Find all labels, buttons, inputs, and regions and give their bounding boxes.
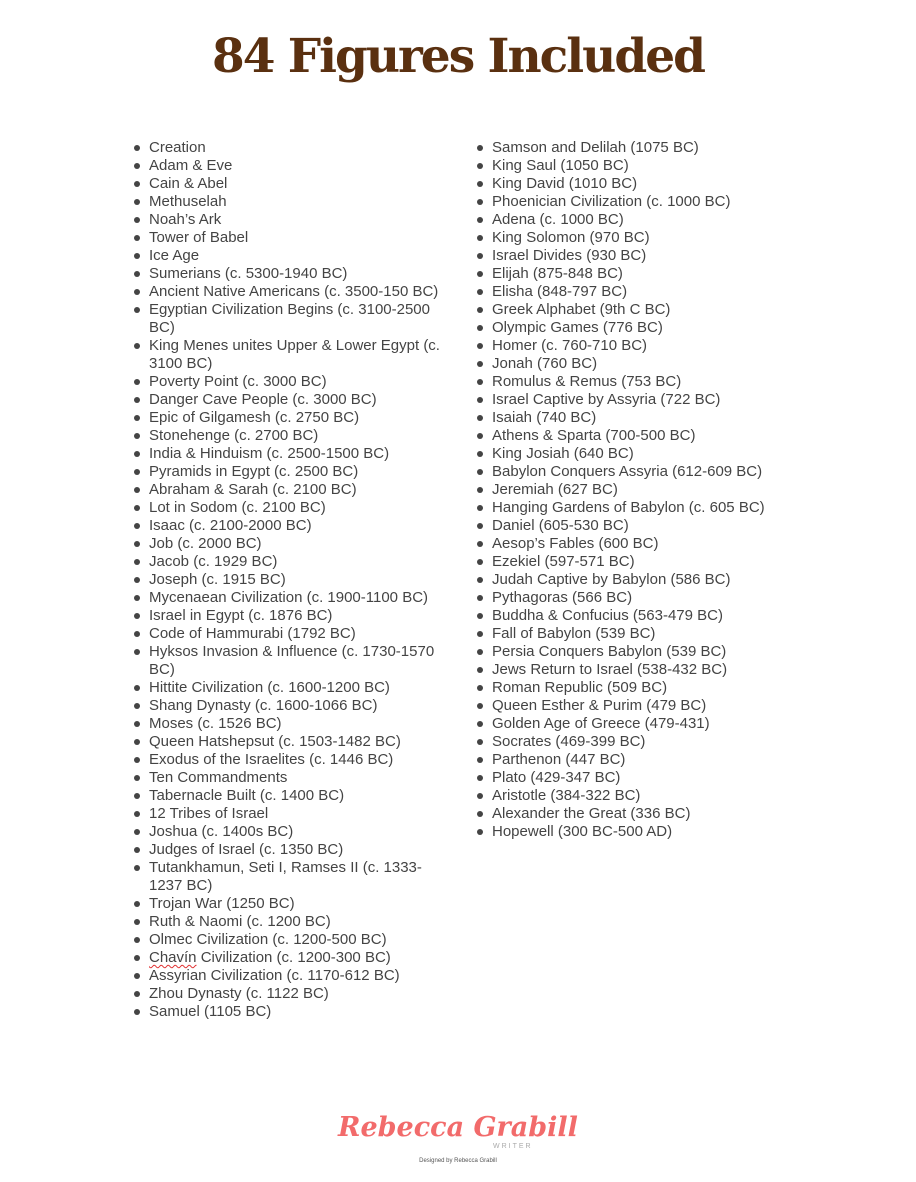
- list-item: King Solomon (970 BC): [475, 229, 775, 247]
- spellcheck-word: Chavín: [149, 949, 197, 966]
- list-item: Tabernacle Built (c. 1400 BC): [132, 787, 442, 805]
- list-item: Isaac (c. 2100-2000 BC): [132, 517, 442, 535]
- list-item: India & Hinduism (c. 2500-1500 BC): [132, 445, 442, 463]
- page-title: 84 Figures Included: [212, 29, 704, 84]
- list-item: Zhou Dynasty (c. 1122 BC): [132, 985, 442, 1003]
- list-item: Tutankhamun, Seti I, Ramses II (c. 1333-1237 BC): [132, 859, 442, 895]
- list-item: Elijah (875-848 BC): [475, 265, 775, 283]
- list-item: Adena (c. 1000 BC): [475, 211, 775, 229]
- logo-name: Rebecca Grabill: [338, 1112, 578, 1143]
- list-item: Ezekiel (597-571 BC): [475, 553, 775, 571]
- list-item: Romulus & Remus (753 BC): [475, 373, 775, 391]
- list-item: Shang Dynasty (c. 1600-1066 BC): [132, 697, 442, 715]
- list-item: Hyksos Invasion & Influence (c. 1730-1570 BC): [132, 643, 442, 679]
- list-item: Samson and Delilah (1075 BC): [475, 139, 775, 157]
- list-item: Lot in Sodom (c. 2100 BC): [132, 499, 442, 517]
- list-item: Queen Hatshepsut (c. 1503-1482 BC): [132, 733, 442, 751]
- list-item: Tower of Babel: [132, 229, 442, 247]
- list-item: Socrates (469-399 BC): [475, 733, 775, 751]
- list-item: Aristotle (384-322 BC): [475, 787, 775, 805]
- list-item: Abraham & Sarah (c. 2100 BC): [132, 481, 442, 499]
- list-item: King Saul (1050 BC): [475, 157, 775, 175]
- list-item: Sumerians (c. 5300-1940 BC): [132, 265, 442, 283]
- list-item: Pyramids in Egypt (c. 2500 BC): [132, 463, 442, 481]
- list-item: Hopewell (300 BC-500 AD): [475, 823, 775, 841]
- list-item: Plato (429-347 BC): [475, 769, 775, 787]
- list-item: Hittite Civilization (c. 1600-1200 BC): [132, 679, 442, 697]
- logo-subtitle: WRITER: [493, 1143, 533, 1150]
- list-item: Homer (c. 760-710 BC): [475, 337, 775, 355]
- designer-credit: Designed by Rebecca Grabill: [419, 1158, 497, 1164]
- figures-list-right: [475, 139, 775, 841]
- list-item: Creation: [132, 139, 442, 157]
- list-item: Adam & Eve: [132, 157, 442, 175]
- list-item: Persia Conquers Babylon (539 BC): [475, 643, 775, 661]
- list-item: Joseph (c. 1915 BC): [132, 571, 442, 589]
- list-item: Isaiah (740 BC): [475, 409, 775, 427]
- list-item: Alexander the Great (336 BC): [475, 805, 775, 823]
- list-item: Babylon Conquers Assyria (612-609 BC): [475, 463, 775, 481]
- list-item: Daniel (605-530 BC): [475, 517, 775, 535]
- list-item: Athens & Sparta (700-500 BC): [475, 427, 775, 445]
- list-item: Code of Hammurabi (1792 BC): [132, 625, 442, 643]
- list-item: Parthenon (447 BC): [475, 751, 775, 769]
- list-item: Ice Age: [132, 247, 442, 265]
- list-item: Ten Commandments: [132, 769, 442, 787]
- list-item: Pythagoras (566 BC): [475, 589, 775, 607]
- list-item: Roman Republic (509 BC): [475, 679, 775, 697]
- list-item: Israel Captive by Assyria (722 BC): [475, 391, 775, 409]
- list-item: Judah Captive by Babylon (586 BC): [475, 571, 775, 589]
- list-item: Job (c. 2000 BC): [132, 535, 442, 553]
- list-item: Golden Age of Greece (479-431): [475, 715, 775, 733]
- list-item: Danger Cave People (c. 3000 BC): [132, 391, 442, 409]
- list-item: Jacob (c. 1929 BC): [132, 553, 442, 571]
- list-item: Olmec Civilization (c. 1200-500 BC): [132, 931, 442, 949]
- list-item: Buddha & Confucius (563-479 BC): [475, 607, 775, 625]
- list-item-chavin: [132, 949, 442, 967]
- list-item: Samuel (1105 BC): [132, 1003, 442, 1021]
- list-item: Noah’s Ark: [132, 211, 442, 229]
- list-item: Joshua (c. 1400s BC): [132, 823, 442, 841]
- list-item: Egyptian Civilization Begins (c. 3100-2500 BC): [132, 301, 442, 337]
- list-item: Poverty Point (c. 3000 BC): [132, 373, 442, 391]
- list-item: Ruth & Naomi (c. 1200 BC): [132, 913, 442, 931]
- brand-logo: [0, 1112, 916, 1150]
- list-item: Mycenaean Civilization (c. 1900-1100 BC): [132, 589, 442, 607]
- list-item: Aesop’s Fables (600 BC): [475, 535, 775, 553]
- list-item: Elisha (848-797 BC): [475, 283, 775, 301]
- list-item: Greek Alphabet (9th C BC): [475, 301, 775, 319]
- list-item: Judges of Israel (c. 1350 BC): [132, 841, 442, 859]
- list-item: Cain & Abel: [132, 175, 442, 193]
- list-item: Moses (c. 1526 BC): [132, 715, 442, 733]
- list-item-rest: Civilization (c. 1200-300 BC): [196, 949, 391, 966]
- list-item: Jonah (760 BC): [475, 355, 775, 373]
- list-item: King Josiah (640 BC): [475, 445, 775, 463]
- list-item: Ancient Native Americans (c. 3500-150 BC): [132, 283, 442, 301]
- list-item: Epic of Gilgamesh (c. 2750 BC): [132, 409, 442, 427]
- list-item: Stonehenge (c. 2700 BC): [132, 427, 442, 445]
- list-item: Assyrian Civilization (c. 1170-612 BC): [132, 967, 442, 985]
- list-item: Jeremiah (627 BC): [475, 481, 775, 499]
- list-item: Phoenician Civilization (c. 1000 BC): [475, 193, 775, 211]
- list-item: Israel Divides (930 BC): [475, 247, 775, 265]
- list-item: Fall of Babylon (539 BC): [475, 625, 775, 643]
- list-item: Israel in Egypt (c. 1876 BC): [132, 607, 442, 625]
- list-item: Trojan War (1250 BC): [132, 895, 442, 913]
- list-item: King Menes unites Upper & Lower Egypt (c. 3100 BC): [132, 337, 442, 373]
- list-item: Methuselah: [132, 193, 442, 211]
- list-item: Hanging Gardens of Babylon (c. 605 BC): [475, 499, 775, 517]
- list-item: Jews Return to Israel (538-432 BC): [475, 661, 775, 679]
- list-item: Olympic Games (776 BC): [475, 319, 775, 337]
- list-item: Queen Esther & Purim (479 BC): [475, 697, 775, 715]
- list-item: King David (1010 BC): [475, 175, 775, 193]
- list-item: Exodus of the Israelites (c. 1446 BC): [132, 751, 442, 769]
- figures-list-left: [132, 139, 442, 1021]
- list-item: 12 Tribes of Israel: [132, 805, 442, 823]
